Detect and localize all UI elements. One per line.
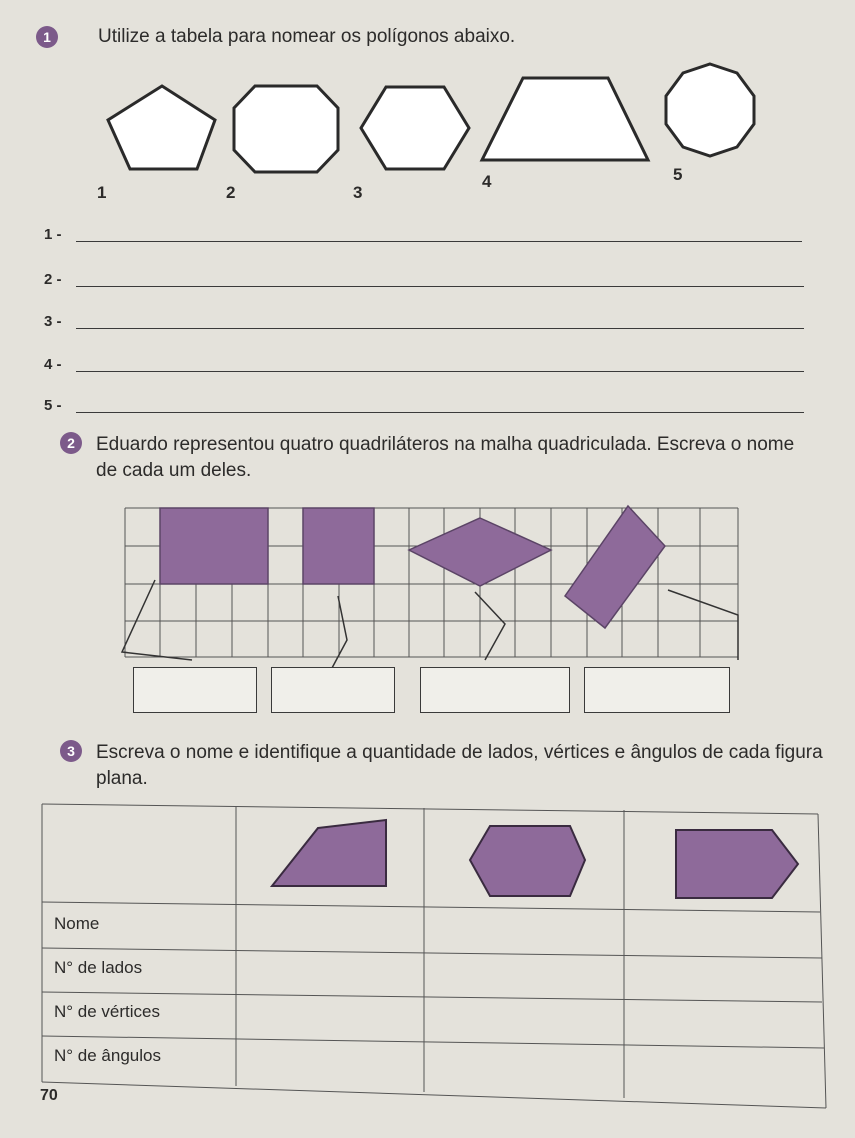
- polygon-1-pentagon: [108, 86, 215, 169]
- quad-4-rotated-rectangle: [565, 506, 665, 628]
- quad-answer-box-4[interactable]: [584, 667, 730, 713]
- row-label-lados: N° de lados: [54, 958, 143, 977]
- row-label-nome: Nome: [54, 914, 100, 933]
- quad-1-rectangle: [160, 508, 268, 584]
- row-label-angulos: N° de ângulos: [54, 1046, 161, 1065]
- answer-line-2[interactable]: [76, 286, 804, 287]
- answer-label-3: 3 -: [44, 313, 62, 330]
- quad-2-square: [303, 508, 374, 584]
- answer-label-4: 4 -: [44, 356, 62, 373]
- question-1-polygons: [0, 0, 855, 200]
- quad-answer-box-1[interactable]: [133, 667, 257, 713]
- answer-line-4[interactable]: [76, 371, 804, 372]
- quad-answer-box-3[interactable]: [420, 667, 570, 713]
- question-3-badge: 3: [60, 740, 82, 762]
- question-2-badge: 2: [60, 432, 82, 454]
- question-1-text: Utilize a tabela para nomear os polígonos abaixo.: [98, 26, 516, 47]
- answer-line-5[interactable]: [76, 412, 804, 413]
- answer-label-2: 2 -: [44, 271, 62, 288]
- polygon-label-3: 3: [353, 183, 363, 202]
- figure-quadrilateral: [272, 820, 386, 886]
- quad-answer-box-2[interactable]: [271, 667, 395, 713]
- polygon-5-decagon: [666, 64, 754, 156]
- polygon-3-hexagon: [361, 87, 469, 169]
- figure-pentagon: [676, 830, 798, 898]
- polygon-4-trapezoid: [482, 78, 648, 160]
- polygon-label-1: 1: [97, 183, 107, 202]
- answer-line-1[interactable]: [76, 241, 802, 242]
- polygon-2-octagon: [234, 86, 338, 172]
- polygon-label-2: 2: [226, 183, 236, 202]
- figure-hexagon: [470, 826, 585, 896]
- polygon-label-4: 4: [482, 172, 492, 191]
- page-number: 70: [40, 1087, 58, 1104]
- quad-3-rhombus: [409, 518, 551, 586]
- question-3-text: Escreva o nome e identifique a quantidade de lados, vértices e ângulos de cada figura plana.: [96, 742, 823, 789]
- answer-label-5: 5 -: [44, 397, 62, 414]
- row-label-vertices: N° de vértices: [54, 1002, 161, 1021]
- answer-line-3[interactable]: [76, 328, 804, 329]
- polygon-label-5: 5: [673, 165, 683, 184]
- answer-label-1: 1 -: [44, 226, 62, 243]
- question-1-badge: 1: [36, 26, 58, 48]
- question-2-text: Eduardo representou quatro quadriláteros na malha quadriculada. Escreva o nome de cada um deles.: [96, 434, 795, 481]
